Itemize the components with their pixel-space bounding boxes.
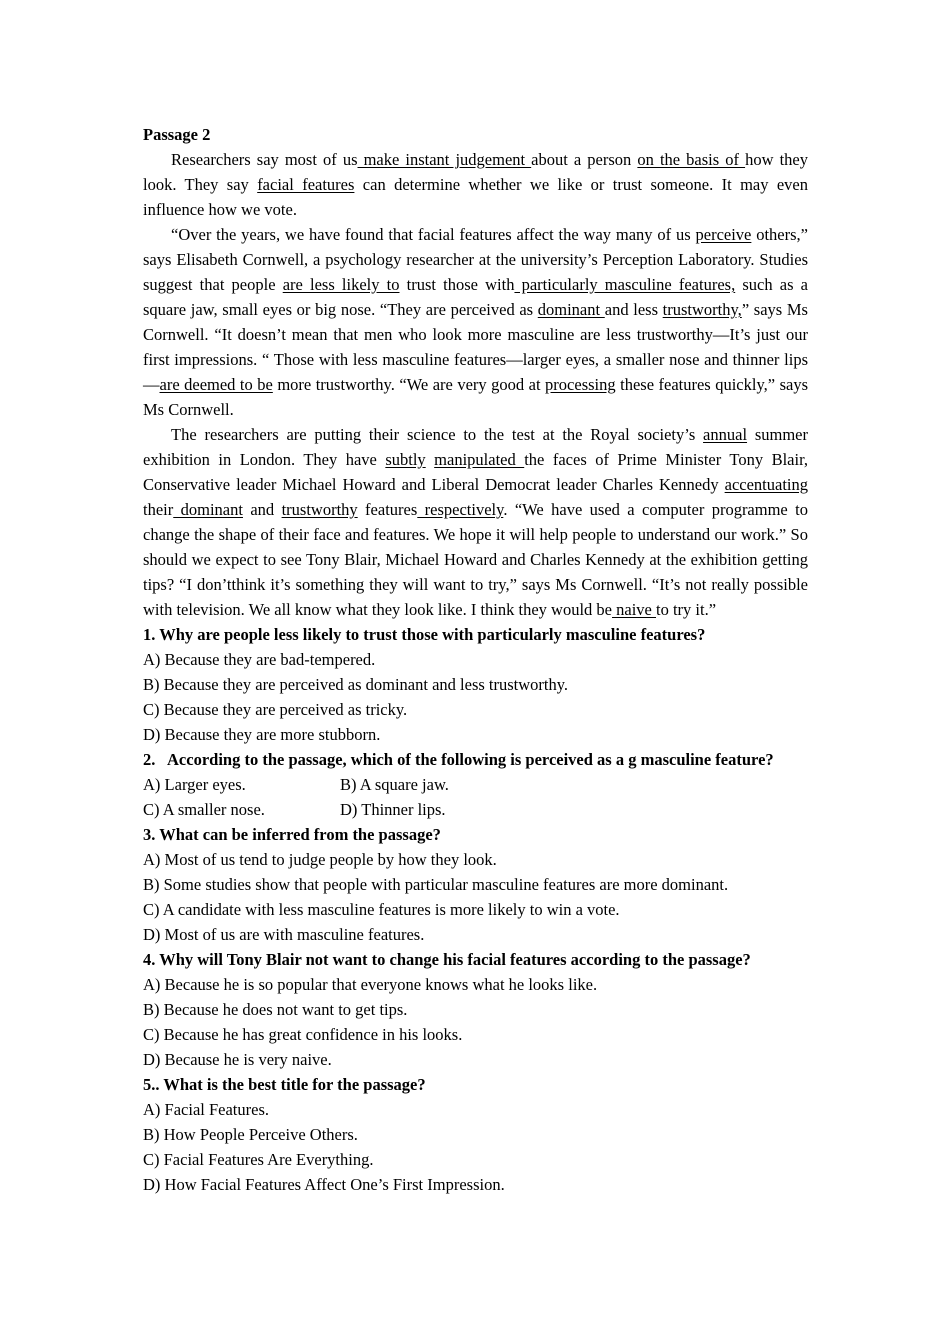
underlined-phrase: respectively	[417, 500, 504, 519]
option-item[interactable]: C) Facial Features Are Everything.	[143, 1150, 374, 1169]
option-item[interactable]: D) Thinner lips.	[340, 800, 446, 819]
option-item[interactable]: C) A smaller nose.	[143, 800, 265, 819]
option-item[interactable]: B) Because they are perceived as dominant and less trustworthy.	[143, 675, 569, 694]
passage-text	[426, 450, 434, 469]
passage-text: “Over the years, we have found that facial features affect the way many of us	[171, 225, 696, 244]
question-block-4	[143, 947, 808, 1072]
option-item[interactable]: C) Because they are perceived as tricky.	[143, 700, 408, 719]
option-item[interactable]: C) Because he has great confidence in his looks.	[143, 1025, 463, 1044]
underlined-phrase: manipulated	[434, 450, 525, 469]
question-prompt: 4. Why will Tony Blair not want to change his facial features according to the passage?	[143, 950, 751, 969]
passage-text: and less	[604, 300, 663, 319]
passage-text: the faces of Prime Minister Tony Blair, Conservative leader Michael Howard and Liberal Democrat leader Charles Kennedy	[143, 450, 809, 494]
option-item[interactable]: D) Because he is very naive.	[143, 1050, 332, 1069]
question-prompt: 3. What can be inferred from the passage?	[143, 825, 441, 844]
option-item[interactable]: B) Because he does not want to get tips.	[143, 1000, 408, 1019]
option-item[interactable]: D) Most of us are with masculine features.	[143, 925, 425, 944]
question-prompt: 5.. What is the best title for the passage?	[143, 1075, 426, 1094]
underlined-phrase: naive	[612, 600, 656, 619]
passage-text: these features quickly,” says Ms Cornwell.	[143, 375, 808, 419]
question-prompt	[143, 747, 808, 772]
passage-text: summer exhibition in London. They have	[143, 425, 808, 469]
underlined-phrase: annual	[703, 425, 748, 444]
underlined-phrase: facial features	[257, 175, 355, 194]
option-item[interactable]: D) How Facial Features Affect One’s First Impression.	[143, 1175, 505, 1194]
question-block-3	[143, 822, 808, 947]
page-title: Passage 2	[143, 125, 211, 144]
questions-list	[143, 622, 808, 1197]
passage-text: ” says Ms Cornwell. “It doesn’t mean that men who look more masculine are less trustworthy—It’s just our first impressions. “ Those with less masculine features—larger eyes, a smaller nose and thinner lips—	[143, 300, 808, 394]
passage-text: Researchers say most of us	[171, 150, 358, 169]
question-block-1	[143, 622, 808, 747]
passage-body	[143, 147, 808, 622]
question-block-5	[143, 1072, 808, 1197]
option-item[interactable]: A) Because they are bad-tempered.	[143, 650, 376, 669]
underlined-phrase: dominant	[173, 500, 243, 519]
option-item[interactable]: B) Some studies show that people with particular masculine features are more dominant.	[143, 875, 729, 894]
passage-text: and	[242, 500, 282, 519]
passage-paragraph-1	[143, 147, 808, 222]
option-row	[143, 772, 808, 797]
question-text: According to the passage, which of the following is perceived as a g masculine feature?	[167, 750, 774, 769]
option-item[interactable]: A) Facial Features.	[143, 1100, 269, 1119]
underlined-phrase: perceive	[695, 225, 752, 244]
option-item[interactable]: C) A candidate with less masculine features is more likely to win a vote.	[143, 900, 620, 919]
underlined-phrase: accentuating	[724, 475, 808, 494]
option-item[interactable]: A) Larger eyes.	[143, 775, 246, 794]
underlined-phrase: dominant	[537, 300, 605, 319]
option-item[interactable]: B) A square jaw.	[340, 775, 449, 794]
passage-text: trust those with	[399, 275, 515, 294]
passage-text: features	[357, 500, 418, 519]
underlined-phrase: subtly	[385, 450, 426, 469]
passage-text: more trustworthy. “We are very good at	[272, 375, 546, 394]
passage-text: such as a square jaw, small eyes or big nose. “They are perceived as	[143, 275, 808, 319]
passage-paragraph-3	[143, 422, 808, 622]
passage-text: about a person	[531, 150, 638, 169]
underlined-phrase: trustworthy,	[662, 300, 742, 319]
passage-paragraph-2	[143, 222, 808, 422]
underlined-phrase: particularly masculine features,	[514, 275, 736, 294]
option-item[interactable]: D) Because they are more stubborn.	[143, 725, 381, 744]
passage-text: how they look. They say	[143, 150, 808, 194]
option-item[interactable]: A) Most of us tend to judge people by how they look.	[143, 850, 497, 869]
underlined-phrase: processing	[545, 375, 616, 394]
option-row	[143, 797, 808, 822]
underlined-phrase: trustworthy	[281, 500, 358, 519]
question-prompt: 1. Why are people less likely to trust those with particularly masculine features?	[143, 625, 706, 644]
option-item[interactable]: A) Because he is so popular that everyone knows what he looks like.	[143, 975, 598, 994]
question-block-2	[143, 747, 808, 822]
option-item[interactable]: B) How People Perceive Others.	[143, 1125, 358, 1144]
passage-text: others,” says Elisabeth Cornwell, a psychology researcher at the university’s Perception Laboratory. Studies suggest that people	[143, 225, 808, 294]
underlined-phrase: are deemed to be	[159, 375, 273, 394]
question-number: 2.	[143, 750, 156, 769]
underlined-phrase: on the basis of	[637, 150, 746, 169]
underlined-phrase: are less likely to	[282, 275, 400, 294]
passage-text: . “We have used a computer programme to change the shape of their face and features. We hope it will help people to understand our work.” So should we expect to see Tony Blair, Michael Howard and Charles Kennedy at the exhibition getting tips? “I don’tthink it’s something they will want to try,” says Ms Cornwell. “It’s not really possible with television. We all know what they look like. I think they would be	[143, 500, 808, 619]
passage-text: The researchers are putting their science to the test at the Royal society’s	[171, 425, 704, 444]
underlined-phrase: make instant judgement	[357, 150, 532, 169]
passage-text: their	[143, 500, 174, 519]
passage-text: can determine whether we like or trust someone. It may even influence how we vote.	[143, 175, 809, 219]
passage-text: to try it.”	[656, 600, 717, 619]
